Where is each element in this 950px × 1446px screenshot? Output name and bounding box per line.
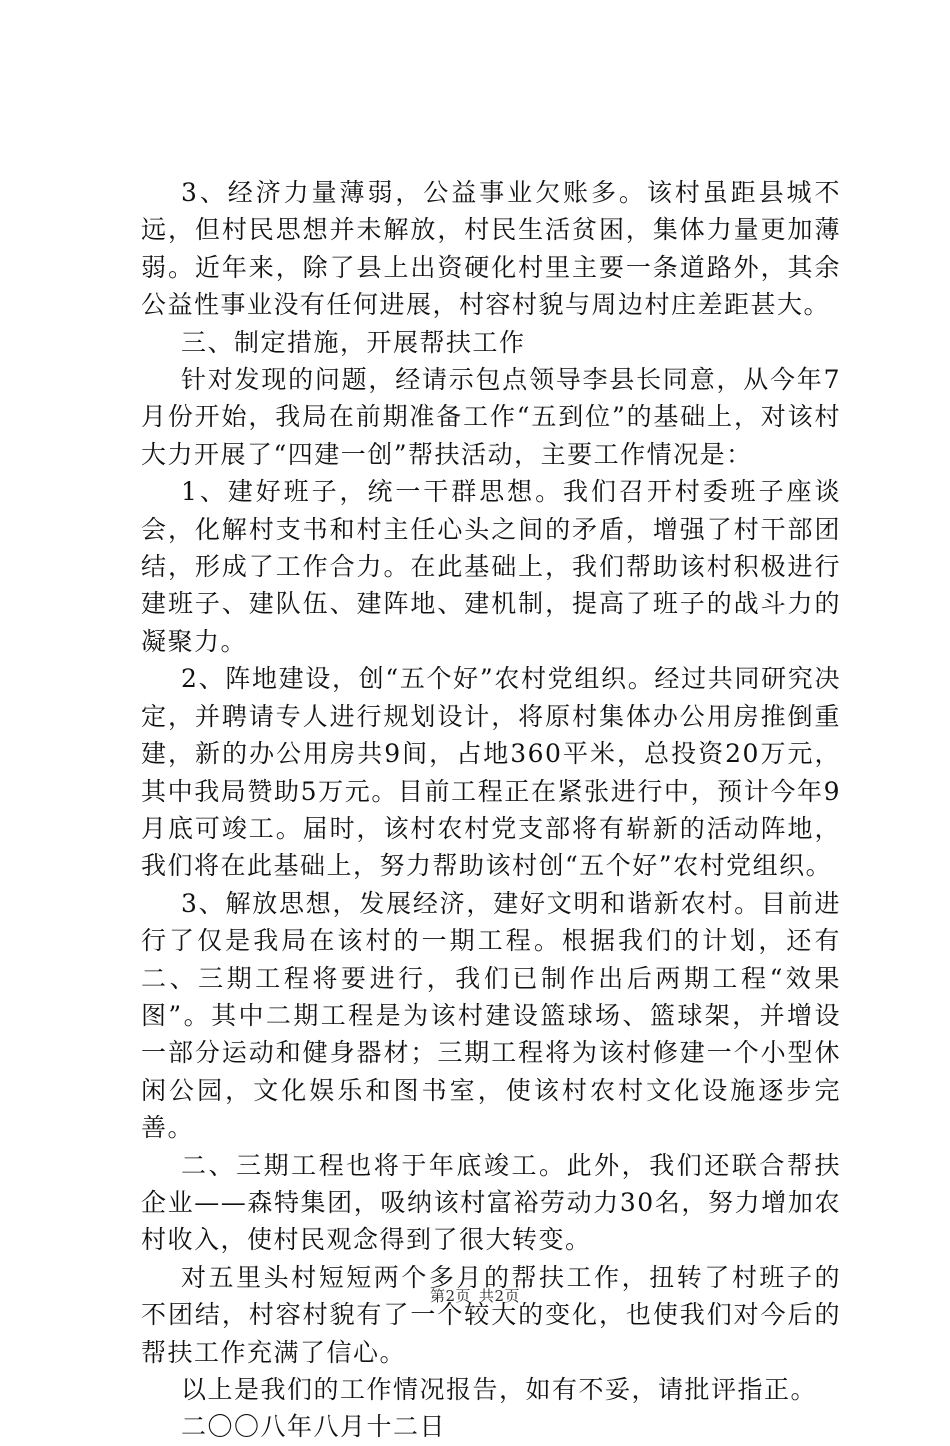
page-number-total: 共2页 xyxy=(479,1287,521,1305)
paragraph-closing: 以上是我们的工作情况报告，如有不妥，请批评指正。 xyxy=(181,1375,818,1404)
paragraph-summary: 对五里头村短短两个多月的帮扶工作，扭转了村班子的不团结，村容村貌有了一个较大的变化，也使我们对今后的帮扶工作充满了信心。 xyxy=(141,1262,841,1367)
section-heading-measures: 三、制定措施，开展帮扶工作 xyxy=(181,327,526,357)
paragraph-team-building: 1、建好班子，统一干群思想。我们召开村委班子座谈会，化解村支书和村主任心头之间的矛盾，增强了村干部团结，形成了工作合力。在此基础上，我们帮助该村积极进行建班子、建队伍、建阵地、建机制，提高了班子的战斗力的凝聚力。 xyxy=(141,477,841,656)
paragraph-site-construction: 2、阵地建设，创“五个好”农村党组织。经过共同研究决定，并聘请专人进行规划设计，将原村集体办公用房推倒重建，新的办公用房共9间，占地360平米，总投资20万元，其中我局赞助5万元。目前工程正在紧张进行中，预计今年9月底可竣工。届时，该村农村党支部将有崭新的活动阵地，我们将在此基础上，努力帮助该村创“五个好”农村党组织。 xyxy=(141,664,841,881)
page-number-current: 第2页 xyxy=(429,1287,471,1305)
document-body xyxy=(141,174,841,1446)
paragraph-phase-completion: 二、三期工程也将于年底竣工。此外，我们还联合帮扶企业——森特集团，吸纳该村富裕劳动力30名，努力增加农村收入，使村民观念得到了很大转变。 xyxy=(141,1150,841,1255)
paragraph-activities-intro: 针对发现的问题，经请示包点领导李县长同意，从今年7月份开始，我局在前期准备工作“五到位”的基础上，对该村大力开展了“四建一创”帮扶活动，主要工作情况是： xyxy=(141,365,841,469)
page-footer xyxy=(0,1285,950,1306)
paragraph-civilized-village: 3、解放思想，发展经济，建好文明和谐新农村。目前进行了仅是我局在该村的一期工程。根据我们的计划，还有二、三期工程将要进行，我们已制作出后两期工程“效果图”。其中二期工程是为该村建设篮球场、篮球架，并增设一部分运动和健身器材；三期工程将为该村修建一个小型休闲公园，文化娱乐和图书室，使该村农村文化设施逐步完善。 xyxy=(141,888,841,1143)
paragraph-economy-weak: 3、经济力量薄弱，公益事业欠账多。该村虽距县城不远，但村民思想并未解放，村民生活贫困，集体力量更加薄弱。近年来，除了县上出资硬化村里主要一条道路外，其余公益性事业没有任何进展，村容村貌与周边村庄差距甚大。 xyxy=(141,178,841,320)
document-date: 二〇〇八年八月十二日 xyxy=(181,1412,447,1442)
